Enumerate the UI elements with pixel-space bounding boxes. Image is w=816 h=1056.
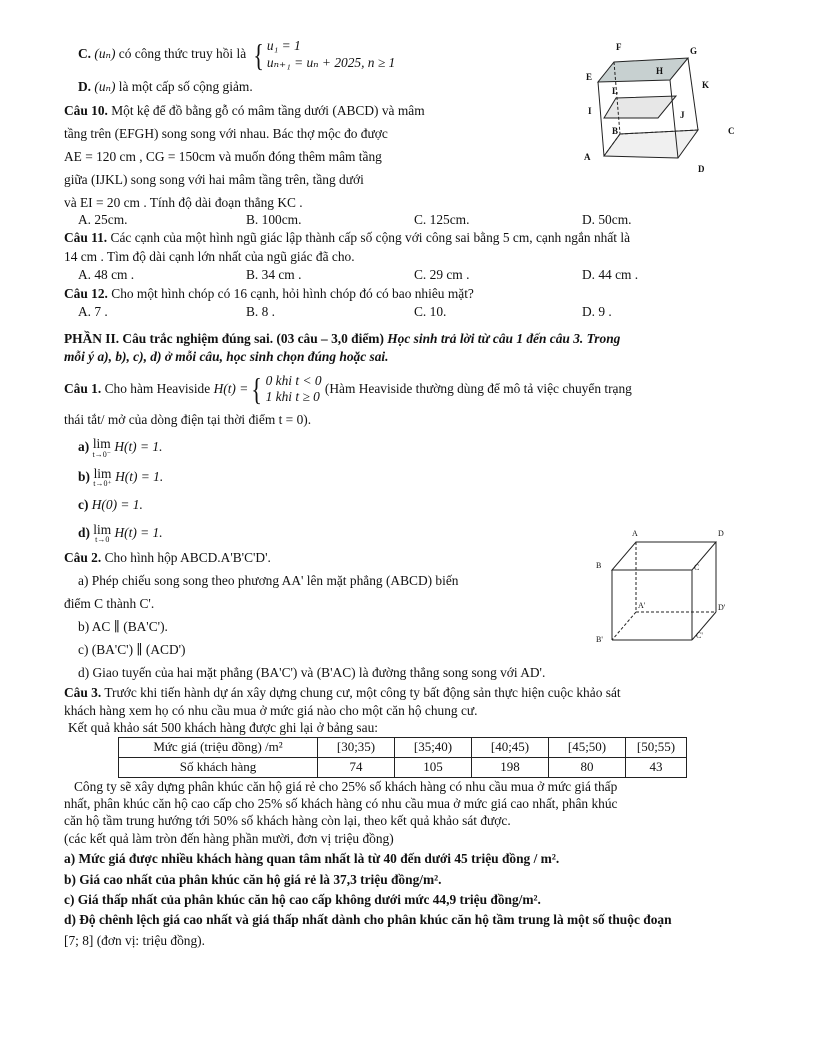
option-d-prev: D. (uₙ) là một cấp số cộng giảm. — [78, 79, 253, 94]
cube-figure — [592, 524, 742, 648]
vertex-label-E: E — [586, 72, 593, 82]
p2-question-1: Câu 1. Cho hàm Heaviside H(t) = { 0 khi t < 0 1 khi t ≥ 0 (Hàm Heaviside thường dùng để mô tả việc chuyển trạng thái tắt/ mở của dòng điện tại thời điểm t = 0). a) lim t→0⁻ H(t) = 1. b) lim t→0⁺ H(t) = 1. c) H(0) = 1. d) lim t→0 H(t) = 1. — [64, 373, 764, 544]
cube-vertex-B: B — [596, 561, 602, 570]
p3-item-c[interactable]: c) Giá thấp nhất của phân khúc căn hộ cao cấp không dưới mức 44,9 triệu đồng/m². — [64, 892, 541, 908]
vertex-label-G: G — [690, 46, 698, 56]
vertex-label-K: K — [702, 80, 710, 90]
q11-option-b[interactable]: B. 34 cm . — [246, 267, 302, 283]
p1-item-b[interactable]: b) lim t→0⁺ H(t) = 1. — [78, 465, 164, 489]
p2-item-c[interactable]: c) (BA'C') ∥ (ACD') — [78, 642, 186, 658]
q10-option-a[interactable]: A. 25cm. — [78, 211, 128, 227]
cube-vertex-C: C — [694, 563, 700, 572]
p2-item-a[interactable]: a) Phép chiếu song song theo phương AA' lên mặt phẳng (ABCD) biến — [78, 573, 459, 588]
part-2-header: PHẦN II. Câu trắc nghiệm đúng sai. (03 câu – 3,0 điểm) Học sinh trả lời từ câu 1 đến câu 3. Trong mỗi ý a), b), c), d) ở mỗi câu, học sinh chọn đúng hoặc sai. — [64, 330, 621, 365]
p2-question-3: Câu 3. Trước khi tiến hành dự án xây dựng chung cư, một công ty bất động sản thực hiện cuộc khảo sát khách hàng xem họ có nhu cầu mua ở mức giá nào cho một căn hộ chung cư. Kết quả khảo sát 500 khách hàng được ghi lại ở bảng sau: Mức giá (triệu đồng) /m² [30;35) [35;40) [40;45) [45;50) [50;55) Số khách hàng 74 105 198 80 43 Công ty sẽ xây dựng phân khúc căn hộ giá rẻ cho 25% số khách hàng có nhu cầu mua ở mức giá thấp nhất, phân khúc căn hộ cao cấp cho 25% số khách hàng có nhu cầu mua ở mức giá cao nhất, phân khúc căn hộ tầm trung hướng tới 50% số khách hàng còn lại, theo kết quả khảo sát được. (các kết quả làm tròn đến hàng phần mười, đơn vị triệu đồng) a) Mức giá được nhiều khách hàng quan tâm nhất là từ 40 đến dưới 45 triệu đồng / m². b) Giá cao nhất của phân khúc căn hộ giá rẻ là 37,3 triệu đồng/m². c) Giá thấp nhất của phân khúc căn hộ cao cấp không dưới mức 44,9 triệu đồng/m². d) Độ chênh lệch giá cao nhất và giá thấp nhất dành cho phân khúc căn hộ tầm trung là một số thuộc đoạn [7; 8] (đơn vị: triệu đồng). — [64, 684, 764, 949]
cube-vertex-A': A' — [638, 601, 646, 610]
q11-option-a[interactable]: A. 48 cm . — [78, 267, 135, 283]
survey-table: Mức giá (triệu đồng) /m² [30;35) [35;40) [40;45) [45;50) [50;55) Số khách hàng 74 105 198 80 43 — [118, 737, 687, 778]
cube-top-face — [612, 542, 716, 570]
top-tray — [598, 58, 688, 82]
cube-vertex-A: A — [632, 529, 638, 538]
vertex-label-I: I — [588, 106, 592, 116]
brace: { — [252, 36, 264, 73]
q12-option-a[interactable]: A. 7 . — [78, 304, 108, 320]
recurrence: u₁ = 1 uₙ₊₁ = uₙ + 2025, n ≥ 1 — [266, 38, 396, 70]
vertex-label-C: C — [728, 126, 734, 136]
question-11: Câu 11. Các cạnh của một hình ngũ giác lập thành cấp số cộng với công sai bằng 5 cm, cạnh ngắn nhất là 14 cm . Tìm độ dài cạnh lớn nhất của ngũ giác đã cho. — [64, 230, 631, 264]
p2-item-b[interactable]: b) AC ∥ (BA'C'). — [78, 619, 168, 635]
question-10: Câu 10. Một kệ để đồ bằng gỗ có mâm tầng dưới (ABCD) và mâm tầng trên (EFGH) song song với nhau. Bác thợ mộc đo được AE = 120 cm , CG = 150cm và muốn đóng thêm mâm tầng giữa (IJKL) song song với hai mâm tầng trên, tầng dưới và EI = 20 cm . Tính độ dài đoạn thẳng KC . — [64, 102, 425, 210]
p2-question-2: Câu 2. Cho hình hộp ABCD.A'B'C'D'. a) Phép chiếu song song theo phương AA' lên mặt phẳng (ABCD) biến điểm C thành C'. b) AC ∥ (BA'C'). c) (BA'C') ∥ (ACD') d) Giao tuyến của hai mặt phẳng (BA'C') và (B'AC) là đường thẳng song song với AD'. — [64, 546, 764, 684]
vertex-label-F: F — [616, 42, 622, 52]
p1-item-c[interactable]: c) H(0) = 1. — [78, 497, 143, 513]
vertex-label-D: D — [698, 164, 705, 174]
vertex-label-H: H — [656, 66, 664, 76]
q12-option-c[interactable]: C. 10. — [414, 304, 447, 320]
cube-vertex-C': C' — [696, 631, 703, 640]
q10-option-d[interactable]: D. 50cm. — [582, 211, 632, 227]
p3-item-d[interactable]: d) Độ chênh lệch giá cao nhất và giá thấp nhất dành cho phân khúc căn hộ tầm trung là một số thuộc đoạn — [64, 912, 672, 928]
q11-options — [78, 266, 764, 285]
p3-item-b[interactable]: b) Giá cao nhất của phân khúc căn hộ giá rẻ là 37,3 triệu đồng/m². — [64, 871, 442, 887]
cube-vertex-D': D' — [718, 603, 726, 612]
cube-vertex-B': B' — [596, 635, 603, 644]
q12-options — [78, 303, 764, 322]
p1-item-d[interactable]: d) lim t→0 H(t) = 1. — [78, 521, 163, 544]
vertex-label-B: B — [612, 126, 619, 136]
vertex-label-J: J — [680, 110, 685, 120]
vertex-label-L: L — [612, 86, 619, 96]
q12-option-d[interactable]: D. 9 . — [582, 304, 612, 320]
p3-item-a[interactable]: a) Mức giá được nhiều khách hàng quan tâm nhất là từ 40 đến dưới 45 triệu đồng / m². — [64, 851, 560, 867]
p1-item-a[interactable]: a) lim t→0⁻ H(t) = 1. — [78, 436, 163, 459]
question-12: Câu 12. Cho một hình chóp có 16 cạnh, hỏi hình chóp đó có bao nhiêu mặt? — [64, 285, 474, 301]
bottom-tray — [604, 130, 698, 158]
shelf-figure — [584, 38, 734, 176]
vertex-label-A: A — [584, 152, 591, 162]
q11-option-d[interactable]: D. 44 cm . — [582, 267, 639, 283]
option-c-prev: C. (uₙ) có công thức truy hồi là { u₁ = 1 uₙ₊₁ = uₙ + 2025, n ≥ 1 — [78, 36, 396, 73]
q10-option-c[interactable]: C. 125cm. — [414, 211, 470, 227]
cube-vertex-D: D — [718, 529, 724, 538]
q12-option-b[interactable]: B. 8 . — [246, 304, 276, 320]
q11-option-c[interactable]: C. 29 cm . — [414, 267, 470, 283]
p2-item-d[interactable]: d) Giao tuyến của hai mặt phẳng (BA'C') và (B'AC) là đường thẳng song song với AD'. — [78, 665, 546, 681]
q10-option-b[interactable]: B. 100cm. — [246, 211, 302, 227]
middle-tray — [604, 96, 676, 118]
